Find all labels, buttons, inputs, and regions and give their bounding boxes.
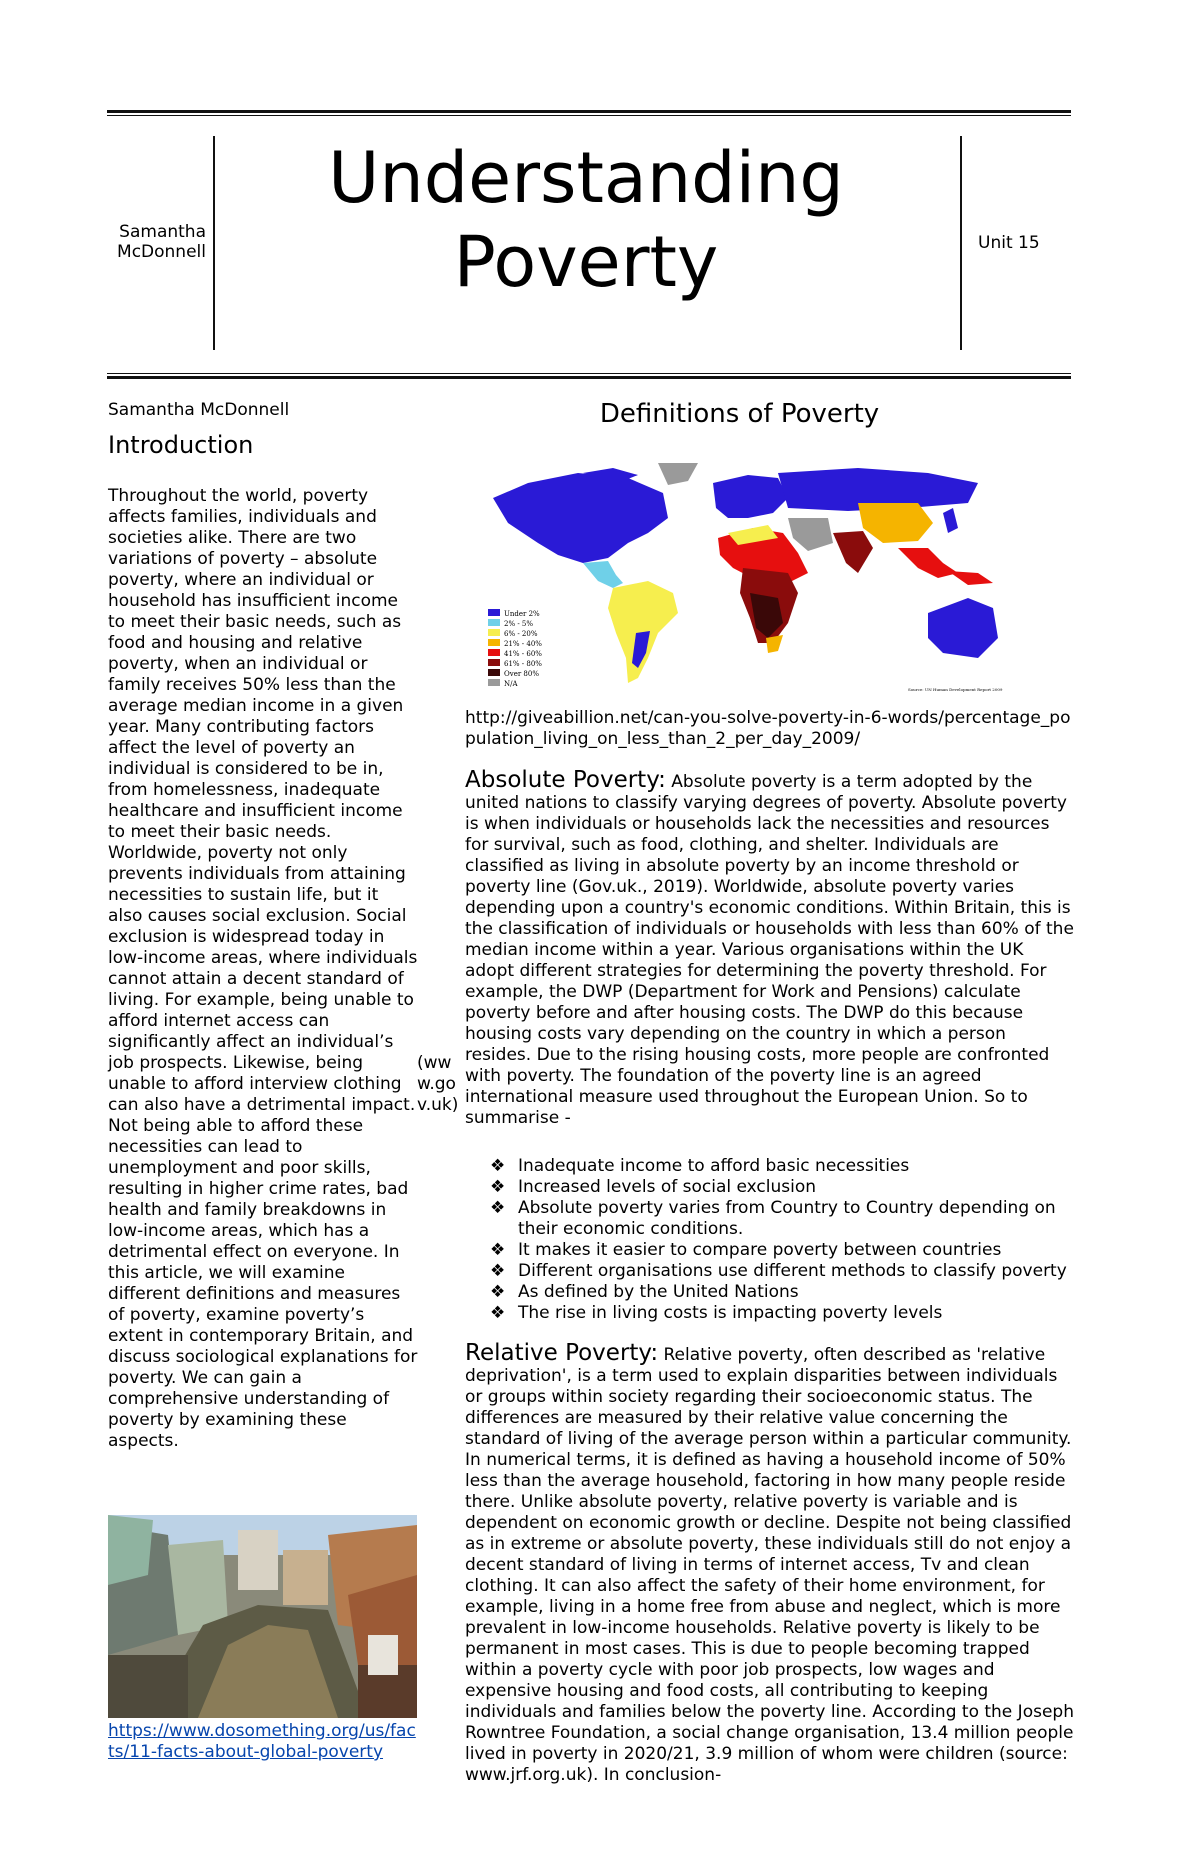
legend-label-5: 61% - 80% bbox=[504, 660, 542, 668]
legend-label-4: 41% - 60% bbox=[504, 650, 542, 658]
absolute-poverty-heading: Absolute Poverty: bbox=[465, 767, 666, 793]
list-item: ❖ Inadequate income to afford basic necessities bbox=[490, 1156, 910, 1176]
legend-label-3: 21% - 40% bbox=[504, 640, 542, 648]
diamond-bullet-icon: ❖ bbox=[490, 1177, 506, 1197]
diamond-bullet-icon: ❖ bbox=[490, 1261, 506, 1281]
diamond-bullet-icon: ❖ bbox=[490, 1240, 506, 1260]
list-item: ❖ The rise in living costs is impacting poverty levels bbox=[490, 1303, 943, 1323]
map-source-url: http://giveabillion.net/can-you-solve-poverty-in-6-words/percentage_population_living_on_less_than_2_per_day_2009/ bbox=[465, 708, 1071, 749]
diamond-bullet-icon: ❖ bbox=[490, 1198, 506, 1218]
map-source-text: Source: UN Human Development Report 2009 bbox=[908, 687, 1003, 692]
relative-poverty-section bbox=[465, 1340, 1075, 1786]
legend-label-7: N/A bbox=[504, 680, 518, 688]
header-bottom-rule-thin bbox=[107, 373, 1071, 374]
header-top-rule bbox=[107, 110, 1071, 113]
slum-photo-illustration bbox=[108, 1515, 417, 1718]
summary-bullet-list bbox=[490, 1156, 1075, 1324]
diamond-bullet-icon: ❖ bbox=[490, 1303, 506, 1323]
header-divider-right bbox=[960, 136, 962, 350]
absolute-poverty-section bbox=[465, 767, 1075, 1129]
legend-label-2: 6% - 20% bbox=[504, 630, 538, 638]
list-item: ❖ Different organisations use different methods to classify poverty bbox=[490, 1261, 1067, 1281]
absolute-poverty-text: Absolute poverty is a term adopted by the united nations to classify varying degrees of poverty. Absolute poverty is when individuals or households lack the necessities and resources for survival, such as food, clothing, and shelter. Individuals are classified as living in absolute poverty by an income threshold or poverty line (Gov.uk., 2019). Worldwide, absolute poverty varies depending upon a country's economic conditions. Within Britain, this is the classification of individuals or households with less than 60% of the median income within a year. Various organisations within the UK adopt different strategies for determining the poverty threshold. For example, the DWP (Department for Work and Pensions) calculate poverty before and after housing costs. The DWP do this because housing costs vary depending on the country in which a person resides. Due to the rising housing costs, more people are confronted with poverty. The foundation of the poverty line is an agreed international measure used throughout the European Union. So to summarise - bbox=[465, 772, 1074, 1128]
margin-citation: (www.gov.uk) bbox=[417, 1053, 459, 1115]
legend-label-6: Over 80% bbox=[504, 670, 539, 678]
header-bottom-rule bbox=[107, 376, 1071, 379]
legend-label-0: Under 2% bbox=[504, 610, 540, 618]
diamond-bullet-icon: ❖ bbox=[490, 1282, 506, 1302]
definitions-heading: Definitions of Poverty bbox=[599, 399, 880, 429]
relative-poverty-text: Relative poverty, often described as 'relative deprivation', is a term used to explain disparities between individuals or groups within society regarding their socioeconomic status. The differences are measured by their relative value concerning the standard of living of the average person within a particular community. In numerical terms, it is defined as having a household income of 50% less than the average household, factoring in how many people reside there. Unlike absolute poverty, relative poverty is variable and is dependent on economic growth or decline. Despite not being classified as in extreme or absolute poverty, these individuals still do not enjoy a decent standard of living in terms of internet access, Tv and clean clothing. It can also affect the safety of their home environment, for example, living in a home free from abuse and neglect, which is more prevalent in low-income households. Relative poverty is likely to be permanent in most cases. This is due to people becoming trapped within a poverty cycle with poor job prospects, low wages and expensive housing and food costs, all contributing to keeping individuals and families below the poverty line. According to the Joseph Rowntree Foundation, a social change organisation, 13.4 million people lived in poverty in 2020/21, 3.9 million of whom were children (source: www.jrf.org.uk). In conclusion- bbox=[465, 1345, 1074, 1785]
list-item: ❖ As defined by the United Nations bbox=[490, 1282, 799, 1302]
world-poverty-map bbox=[488, 463, 1038, 697]
header-unit: Unit 15 bbox=[978, 233, 1040, 253]
header-top-rule-thin bbox=[107, 115, 1071, 116]
list-item: ❖ Increased levels of social exclusion bbox=[490, 1177, 817, 1197]
slum-photo-source-link[interactable]: https://www.dosomething.org/us/facts/11-facts-about-global-poverty bbox=[108, 1721, 416, 1762]
world-poverty-map-illustration bbox=[488, 463, 1038, 697]
introduction-heading: Introduction bbox=[108, 431, 254, 459]
diamond-bullet-icon: ❖ bbox=[490, 1156, 506, 1176]
relative-poverty-heading: Relative Poverty: bbox=[465, 1340, 659, 1366]
list-item: ❖ It makes it easier to compare poverty between countries bbox=[490, 1240, 1002, 1260]
slum-photo bbox=[108, 1515, 417, 1718]
page-title: Understanding Poverty bbox=[328, 137, 844, 303]
legend-label-1: 2% - 5% bbox=[504, 620, 534, 628]
header-author: Samantha McDonnell bbox=[117, 222, 206, 262]
column-author: Samantha McDonnell bbox=[108, 400, 290, 420]
list-item: ❖ Absolute poverty varies from Country to Country depending on their economic conditions. bbox=[490, 1198, 1056, 1239]
introduction-text: Throughout the world, poverty affects families, individuals and societies alike. There are two variations of poverty – absolute poverty, where an individual or household has insufficient income to meet their basic needs, such as food and housing and relative poverty, when an individual or family receives 50% less than the average median income in a given year. Many contributing factors affect the level of poverty an individual is considered to be in, from homelessness, inadequate healthcare and insufficient income to meet their basic needs. Worldwide, poverty not only prevents individuals from attaining necessities to sustain life, but it also causes social exclusion. Social exclusion is widespread today in low-income areas, where individuals cannot attain a decent standard of living. For example, being unable to afford internet access can significantly affect an individual’s job prospects. Likewise, being unable to afford interview clothing can also have a detrimental impact. Not being able to afford these necessities can lead to unemployment and poor skills, resulting in higher crime rates, bad health and family breakdowns in low-income areas, which has a detrimental effect on everyone. In this article, we will examine different definitions and measures of poverty, examine poverty’s extent in contemporary Britain, and discuss sociological explanations for poverty. We can gain a comprehensive understanding of poverty by examining these aspects. bbox=[108, 486, 418, 1451]
